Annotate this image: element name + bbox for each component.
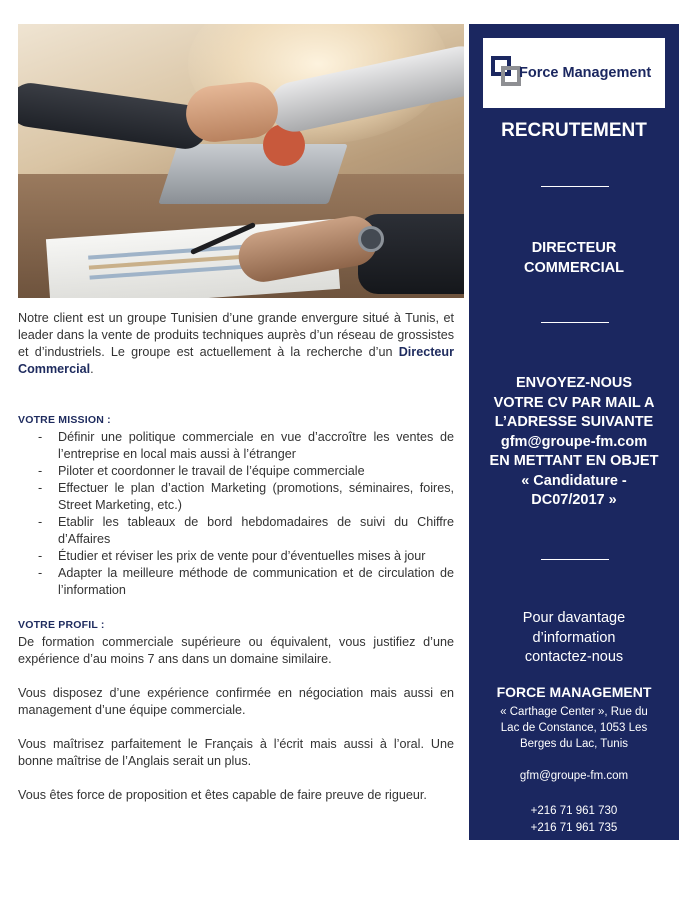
job-role bbox=[469, 238, 679, 278]
job-role-line: DIRECTEUR bbox=[531, 240, 617, 256]
profil-paragraph: Vous êtes force de proposition et êtes capable de faire preuve de rigueur. bbox=[18, 788, 427, 802]
intro-end: . bbox=[90, 362, 94, 376]
application-instructions bbox=[469, 374, 679, 511]
contact-prompt-line: d’information bbox=[532, 629, 616, 646]
hero-handshake-photo bbox=[18, 24, 464, 298]
profil-paragraph: De formation commerciale supérieure ou équivalent, vous justifiez d’une expérience d’au moins 7 ans dans un domaine similaire. bbox=[18, 635, 454, 666]
photo-left-arm bbox=[18, 80, 210, 151]
divider bbox=[541, 559, 609, 560]
mission-item: - Piloter et coordonner le travail de l’équipe commerciale bbox=[18, 463, 454, 480]
cta-line: « Candidature - bbox=[521, 472, 627, 489]
company-logo bbox=[483, 38, 665, 108]
cta-line: L’ADRESSE SUIVANTE bbox=[494, 414, 654, 430]
recruitment-panel bbox=[469, 24, 679, 840]
mission-item: - Effectuer le plan d’action Marketing (promotions, séminaires, foires, Street Marketing, etc.) bbox=[18, 480, 454, 514]
mission-list bbox=[18, 429, 454, 599]
profil-paragraph: Vous disposez d’une expérience confirmée en négociation mais aussi en management d’une équipe commerciale. bbox=[18, 686, 454, 717]
company-address bbox=[479, 704, 669, 752]
profil-paragraph: Vous maîtrisez parfaitement le Français à l’écrit mais aussi à l’oral. Une bonne maîtrise de l’Anglais serait un plus. bbox=[18, 737, 454, 768]
mission-item: - Étudier et réviser les prix de vente pour d’éventuelles mises à jour bbox=[18, 548, 454, 565]
cta-line: EN METTANT EN OBJET bbox=[489, 453, 659, 469]
job-description bbox=[18, 310, 454, 804]
contact-email[interactable]: gfm@groupe-fm.com bbox=[519, 770, 629, 782]
job-role-line: COMMERCIAL bbox=[524, 260, 624, 276]
mission-item: - Etablir les tableaux de bord hebdomadaires de suivi du Chiffre d’Affaires bbox=[18, 514, 454, 548]
address-line: Berges du Lac, Tunis bbox=[519, 738, 629, 750]
logo-text: Force Management bbox=[519, 65, 652, 81]
divider bbox=[541, 186, 609, 187]
intro-paragraph bbox=[18, 310, 454, 378]
address-line: Lac de Constance, 1053 Les bbox=[500, 722, 648, 734]
company-name: FORCE MANAGEMENT bbox=[496, 684, 652, 700]
contact-prompt bbox=[469, 609, 679, 668]
contact-prompt-line: Pour davantage bbox=[522, 610, 626, 626]
mission-item: - Adapter la meilleure méthode de communication et de circulation de l’information bbox=[18, 565, 454, 599]
contact-phone[interactable]: +216 71 961 735 bbox=[530, 822, 618, 834]
panel-title: RECRUTEMENT bbox=[501, 120, 647, 141]
intro-text: Notre client est un groupe Tunisien d’une grande envergure situé à Tunis, et leader dans la vente de produits techniques auprès d’un réseau de grossistes et d’industriels. Le groupe est actuellement à la recherche d’un bbox=[18, 311, 454, 359]
contact-prompt-line: contactez-nous bbox=[524, 649, 624, 665]
profil-title: VOTRE PROFIL : bbox=[18, 619, 105, 631]
cta-line: VOTRE CV PAR MAIL A bbox=[493, 394, 655, 411]
photo-laptop bbox=[158, 144, 347, 204]
photo-watch bbox=[358, 226, 384, 252]
divider bbox=[541, 322, 609, 323]
address-line: « Carthage Center », Rue du bbox=[500, 706, 648, 718]
cta-line: ENVOYEZ-NOUS bbox=[515, 375, 632, 391]
mission-title: VOTRE MISSION : bbox=[18, 414, 111, 426]
contact-phone[interactable]: +216 71 961 730 bbox=[530, 805, 618, 817]
mission-item: - Définir une politique commerciale en vue d’accroître les ventes de l’entreprise en local mais aussi à l’étranger bbox=[18, 429, 454, 463]
cta-line: DC07/2017 » bbox=[531, 492, 617, 508]
logo-squares-icon bbox=[491, 56, 521, 86]
intro-role: Directeur Commercial bbox=[18, 345, 454, 376]
cta-email[interactable]: gfm@groupe-fm.com bbox=[500, 433, 648, 450]
